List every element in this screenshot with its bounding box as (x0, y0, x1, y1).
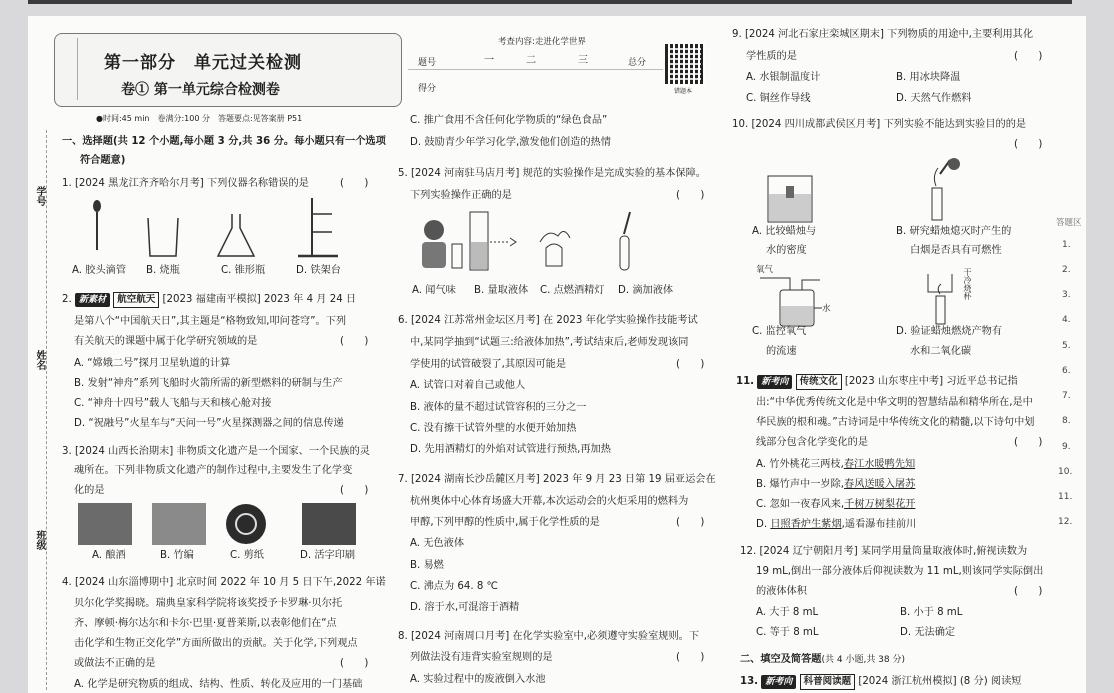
q13-number: 13. (740, 676, 759, 687)
q6-stem: 6. [2024 江苏常州金坛区月考] 在 2023 年化学实验操作技能考试 (398, 315, 698, 326)
q9-option-a: A. 水银制温度计 (746, 72, 821, 83)
answer-number: 4. (1062, 315, 1071, 325)
score-label-2: 二 (526, 55, 537, 66)
q11-b-text: B. 爆竹声中一岁除, (756, 479, 845, 490)
q11-badge: 新考向 (757, 375, 792, 389)
gutter-label-name: 姓名 (34, 350, 45, 370)
gas-outlet-tube (802, 280, 820, 290)
answer-number: 7. (1062, 391, 1071, 401)
q10-option-d: D. 验证蜡烛燃烧产物有 (896, 326, 1003, 337)
q9-line2: 学性质的是 (746, 51, 797, 62)
q9-option-d: D. 天然气作燃料 (896, 93, 972, 104)
q1-option-c: C. 锥形瓶 (221, 265, 266, 276)
q7-line3: 甲醇,下列甲醇的性质中,属于化学性质的是 (410, 517, 600, 528)
score-label-no: 题号 (418, 58, 437, 68)
answer-paren: ( ) (676, 190, 705, 201)
q11-number: 11. (736, 376, 755, 387)
white-smoke-icon (934, 168, 938, 186)
smelling-body-icon (422, 242, 446, 268)
q2-option-b: B. 发射“神舟”系列飞船时火箭所需的新型燃料的研制与生产 (74, 378, 343, 389)
answer-number: 3. (1062, 290, 1071, 300)
q10-water-label: 水 (822, 304, 831, 314)
q2-stem: [2023 福建南平模拟] 2023 年 4 月 24 日 (162, 294, 357, 305)
q13-tag: 科普阅读题 (800, 674, 856, 690)
beaker-icon (148, 218, 178, 256)
q6-option-d: D. 先用酒精灯的外焰对试管进行预热,再加热 (410, 444, 611, 455)
answer-paren: ( ) (340, 485, 369, 496)
q2-option-c: C. “神舟十四号”载人飞船与天和核心舱对接 (74, 398, 272, 409)
q11-option-c (756, 498, 915, 512)
q12-option-b: B. 小于 8 mL (900, 607, 963, 618)
q7-option-d: D. 溶于水,可混溶于酒精 (410, 602, 520, 613)
q9-option-c: C. 铜丝作导线 (746, 93, 811, 104)
q10-option-a-2: 水的密度 (766, 245, 807, 256)
q11-option-b (756, 478, 915, 492)
answer-number: 12. (1058, 517, 1073, 527)
q11-a-text: A. 竹外桃花三两枝, (756, 459, 844, 470)
smelling-bottle-icon (452, 244, 462, 268)
q7-stem: 7. [2024 湖南长沙岳麓区月考] 2023 年 9 月 23 日第 19 届亚运会在 (398, 474, 716, 485)
answer-paren: ( ) (1014, 586, 1043, 597)
q13-badge: 新考向 (761, 675, 796, 689)
q11-d-underlined: 日照香炉生紫烟 (770, 519, 842, 530)
score-label-3: 三 (578, 55, 589, 66)
q10-option-b: B. 研究蜡烛熄灭时产生的 (896, 226, 1012, 237)
q4-line4: 击化学和生物正交化学”方面所做出的贡献。关于化学,下列观点 (74, 638, 358, 649)
q1-option-b: B. 烧瓶 (146, 265, 180, 276)
qr-code[interactable] (665, 44, 705, 84)
flame-icon (540, 231, 570, 242)
answer-number: 5. (1062, 341, 1071, 351)
hand-icon (948, 158, 960, 170)
answer-paren: ( ) (340, 336, 369, 347)
q9-stem: 9. [2024 河北石家庄栾城区期末] 下列物质的用途中,主要利用其化 (732, 29, 1034, 40)
bamboo-weaving-photo (152, 503, 206, 545)
q7-option-a: A. 无色液体 (410, 538, 465, 549)
section-title: 第一部分 单元过关检测 (104, 53, 302, 73)
q12-line3: 的液体体积 (756, 586, 807, 597)
q5-line2: 下列实验操作正确的是 (410, 190, 512, 201)
score-label-total: 总分 (628, 58, 647, 68)
answer-paren: ( ) (340, 178, 369, 189)
gas-inlet-tube (760, 278, 790, 290)
q2-option-d: D. “祝融号”火星车与“天问一号”火星探测器之间的信息传递 (74, 418, 344, 429)
burning-candle-icon (936, 296, 945, 324)
q3-stem: 3. [2024 山西长治期末] 非物质文化遗产是一个国家、一个民族的灵 (62, 446, 370, 457)
answer-number: 9. (1062, 442, 1071, 452)
q11-c-text: C. 忽如一夜春风来, (756, 499, 845, 510)
score-divider (408, 69, 663, 70)
test-tube-icon (620, 236, 629, 270)
answer-number: 6. (1062, 366, 1071, 376)
q11-line3: 华民族的根和魂。”古诗词是中华传统文化的精髓,以下诗句中划 (756, 417, 1035, 428)
q2-head: 2. 新素材 航空航天 [2023 福建南平模拟] 2023 年 4 月 24 日 (62, 292, 356, 308)
q11-a-underlined: 春江水暖鸭先知 (843, 459, 916, 470)
gutter-label-id: 学号 (34, 186, 45, 206)
q12-option-d: D. 无法确定 (900, 627, 956, 638)
paper-cut-photo (226, 504, 266, 544)
q11-line4: 线部分包含化学变化的是 (756, 437, 869, 448)
q6-line3: 学使用的试管破裂了,其原因可能是 (410, 359, 567, 370)
q1-stem: 1. [2024 黑龙江齐齐哈尔月考] 下列仪器名称错误的是 (62, 178, 309, 189)
alcohol-lamp-icon (546, 244, 562, 266)
answer-number: 10. (1058, 467, 1073, 477)
q4-option-d: D. 鼓励青少年学习化学,激发他们创造的热情 (410, 137, 611, 148)
q12-stem: 12. [2024 辽宁朝阳月考] 某同学用量筒量取液体时,俯视读数为 (740, 546, 1028, 557)
q7-option-c: C. 沸点为 64. 8 ℃ (410, 581, 498, 592)
q13-stem: [2024 浙江杭州模拟] (8 分) 阅读短 (858, 676, 1022, 687)
q4-line3: 齐、摩顿·梅尔达尔和卡尔·巴里·夏普莱斯,以表彰他们在“点 (74, 618, 337, 629)
q11-d-rest: ,遥看瀑布挂前川 (841, 519, 917, 530)
answer-paren: ( ) (1014, 51, 1043, 62)
q11-head (736, 374, 1018, 390)
candle-icon (932, 188, 942, 220)
q11-stem: [2023 山东枣庄中考] 习近平总书记指 (844, 376, 1018, 387)
section2-title (740, 653, 905, 667)
qr-label: 错题本 (674, 88, 693, 95)
q8-stem: 8. [2024 河南周口月考] 在化学实验室中,必须遵守实验室规则。下 (398, 631, 700, 642)
answer-paren: ( ) (1014, 437, 1043, 448)
smelling-person-icon (424, 220, 444, 240)
q3-line2: 魂所在。下列非物质文化遗产的制作过程中,主要发生了化学变 (74, 465, 353, 476)
answer-sheet-title: 答题区 (1056, 218, 1082, 228)
section1-title: 一、选择题(共 12 个小题,每小题 3 分,共 36 分。每小题只有一个选项 (62, 136, 386, 147)
q3-photos (78, 503, 368, 547)
binding-line (46, 130, 47, 690)
q2-badge: 新素材 (75, 293, 110, 307)
wine-making-photo (78, 503, 132, 545)
type-printing-photo (302, 503, 356, 545)
dropper-bulb-icon (93, 200, 101, 212)
answer-number: 11. (1058, 492, 1073, 502)
q2-line2: 是第八个“中国航天日”,其主题是“格物致知,叩问苍穹”。下列 (74, 316, 347, 327)
q2-tag: 航空航天 (113, 292, 159, 308)
q10-option-a: A. 比较蜡烛与 (752, 226, 817, 237)
title-decoration (59, 38, 78, 100)
q5-option-b: B. 量取液体 (474, 285, 529, 296)
q11-d-text: D. (756, 519, 771, 530)
q3-option-d: D. 活字印刷 (300, 550, 356, 561)
q6-option-b: B. 液体的量不超过试管容积的三分之一 (410, 402, 587, 413)
dropper-icon (624, 212, 630, 234)
q7-option-b: B. 易燃 (410, 560, 444, 571)
water-fill (769, 194, 811, 221)
q3-option-b: B. 竹编 (160, 550, 194, 561)
answer-paren: ( ) (1014, 139, 1043, 150)
q9-option-b: B. 用冰块降温 (896, 72, 961, 83)
volume-title: 卷① 第一单元综合检测卷 (121, 82, 280, 98)
q7-line2: 杭州奥体中心体育场盛大开幕,本次运动会的火炬采用的燃料为 (410, 496, 689, 507)
q4-line5: 或做法不正确的是 (74, 658, 156, 669)
q1-option-d: D. 铁架台 (296, 265, 341, 276)
q13-head (740, 674, 1021, 690)
answer-paren: ( ) (676, 652, 705, 663)
candle-piece-icon (786, 186, 794, 198)
q3-option-a: A. 酿酒 (92, 550, 126, 561)
q4-option-a: A. 化学是研究物质的组成、结构、性质、转化及应用的一门基础 (74, 679, 363, 690)
q10-gas-label: 氧气 (756, 265, 774, 275)
q4-option-c: C. 推广食用不含任何化学物质的“绿色食品” (410, 115, 608, 126)
q10-stem: 10. [2024 四川成都武侯区月考] 下列实验不能达到实验目的的是 (732, 119, 1027, 130)
q6-option-c: C. 没有擦干试管外壁的水便开始加热 (410, 423, 577, 434)
q11-c-underlined: 千树万树梨花开 (844, 499, 916, 510)
q10-experiments-top (760, 158, 1000, 224)
q12-option-a: A. 大于 8 mL (756, 607, 819, 618)
q11-tag: 传统文化 (796, 374, 842, 390)
q5-operations (412, 208, 662, 274)
q11-option-a (756, 458, 915, 472)
score-row-label: 得分 (418, 84, 437, 94)
top-edge-bar (28, 0, 1072, 4)
exam-meta: ●时间:45 min 卷满分:100 分 答题要点:见答案册 P51 (96, 114, 303, 123)
q5-option-a: A. 闻气味 (412, 285, 456, 296)
answer-sheet-strip (1052, 216, 1082, 536)
eye-arrow-icon (510, 238, 516, 246)
q4-stem: 4. [2024 山东淄博期中] 北京时间 2022 年 10 月 5 日下午,2022 年诺 (62, 577, 386, 588)
q10-option-c: C. 监控氧气 (752, 326, 807, 337)
q5-option-c: C. 点燃酒精灯 (540, 285, 605, 296)
q10-cup-label: 干冷烧杯 (963, 268, 972, 300)
cylinder-liquid (471, 242, 487, 269)
q11-b-underlined: 春风送暖入屠苏 (844, 479, 916, 490)
answer-paren: ( ) (340, 658, 369, 669)
q5-stem: 5. [2024 河南驻马店月考] 规范的实验操作是完成实验的基本保障。 (398, 168, 706, 179)
answer-number: 2. (1062, 265, 1071, 275)
q2-option-a: A. “嫦娥二号”探月卫星轨道的计算 (74, 358, 231, 369)
q8-option-a: A. 实验过程中的废液倒入水池 (410, 674, 546, 685)
exam-topic: 考查内容:走进化学世界 (498, 37, 586, 47)
q5-option-d: D. 滴加液体 (618, 285, 674, 296)
section2-title-text: 二、填空及简答题 (740, 654, 822, 665)
dry-cold-beaker-icon (928, 274, 952, 292)
answer-number: 8. (1062, 416, 1071, 426)
q1-instruments (70, 198, 390, 262)
q4-line2: 贝尔化学奖揭晓。瑞典皇家科学院将该奖授予卡罗琳·贝尔托 (74, 598, 343, 609)
q10-option-c-2: 的流速 (766, 346, 797, 357)
gutter-label-class: 班级 (34, 530, 45, 550)
q6-line2: 中,某同学抽到“试题三:给液体加热”,考试结束后,老师发现该同 (410, 337, 689, 348)
q6-option-a: A. 试管口对着自己或他人 (410, 380, 526, 391)
bottle-water-fill (781, 306, 813, 325)
answer-paren: ( ) (676, 517, 705, 528)
q11-option-d (756, 518, 916, 532)
q12-line2: 19 mL,倒出一部分液体后仰视读数为 11 mL,则该同学实际倒出 (756, 566, 1044, 577)
q10-option-d-2: 水和二氧化碳 (910, 346, 972, 357)
q12-option-c: C. 等于 8 mL (756, 627, 819, 638)
q2-line3: 有关航天的课题中属于化学研究领域的是 (74, 336, 258, 347)
q1-option-a: A. 胶头滴管 (72, 265, 127, 276)
q8-line2: 列做法没有违背实验室规则的是 (410, 652, 553, 663)
section2-note: (共 4 小题,共 38 分) (821, 655, 906, 665)
q10-option-b-2: 白烟是否具有可燃性 (910, 245, 1002, 256)
answer-paren: ( ) (676, 359, 705, 370)
score-label-1: 一 (484, 55, 495, 66)
q3-option-c: C. 剪纸 (230, 550, 264, 561)
answer-number: 1. (1062, 240, 1071, 250)
q11-line2: 出:“中华优秀传统文化是中华文明的智慧结晶和精华所在,是中 (756, 397, 1033, 408)
section1-title-cont: 符合题意) (80, 155, 126, 166)
q3-line3: 化的是 (74, 485, 105, 496)
conical-flask-icon (218, 214, 254, 256)
